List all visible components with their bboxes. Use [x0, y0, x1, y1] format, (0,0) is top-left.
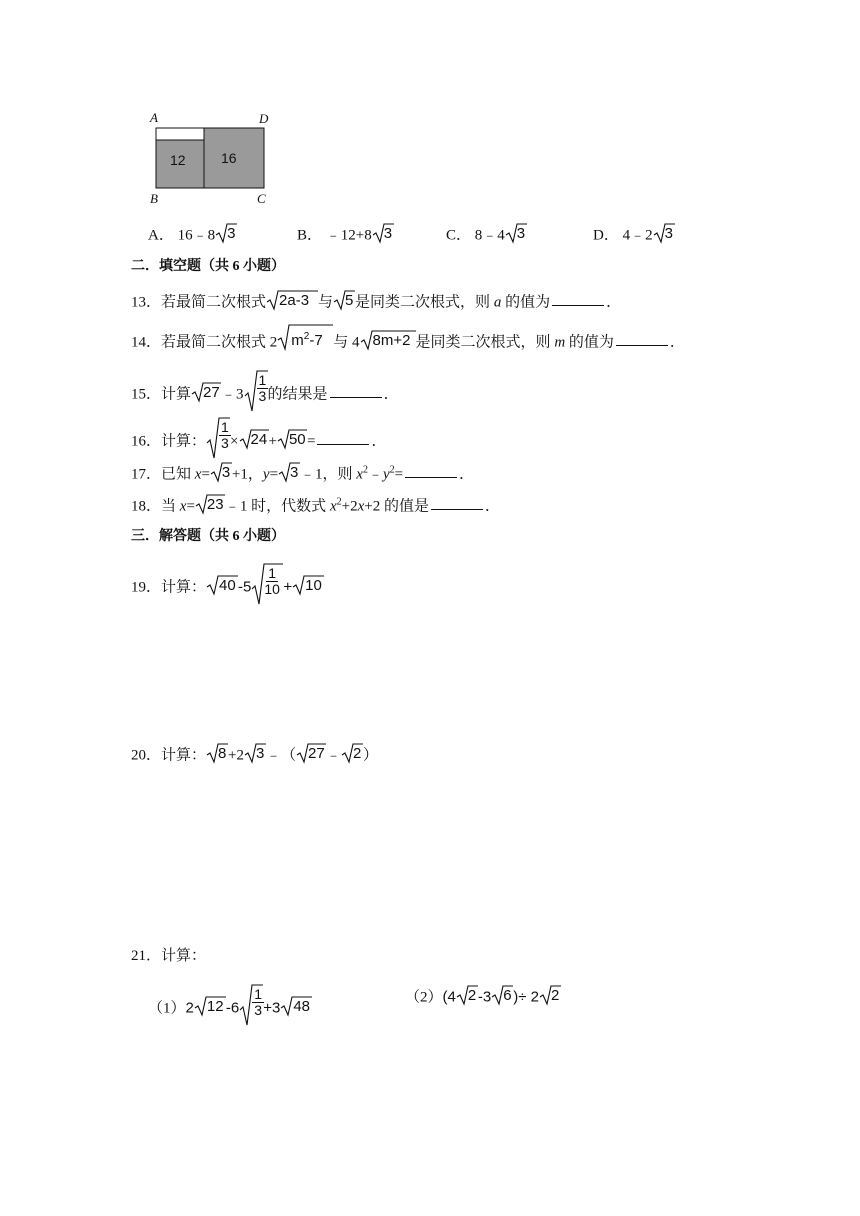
- q12-option-c[interactable]: C． 8﹣4 3: [446, 225, 526, 244]
- sqrt-icon: 3: [278, 462, 300, 482]
- question-20: 20．计算： 8 +2 3 ﹣（ 27 ﹣ 2 ）: [131, 745, 379, 764]
- white-strip: [156, 128, 204, 140]
- label-c: C: [257, 191, 266, 206]
- label-d: D: [259, 111, 269, 126]
- sqrt-icon: 2: [456, 985, 478, 1005]
- question-21: 21．计算：: [131, 948, 207, 964]
- answer-blank[interactable]: [431, 508, 483, 510]
- sqrt-icon: 3: [210, 462, 232, 482]
- sqrt-icon: 8m+2: [360, 330, 416, 350]
- question-21-part-1: （1）2 12 -6 $\frac{1}{3}$ +3 48: [148, 988, 312, 1030]
- sqrt-icon: 2a-3: [266, 290, 318, 310]
- sqrt-icon: 3: [244, 743, 266, 763]
- sqrt-icon: 3: [215, 223, 237, 243]
- answer-blank[interactable]: [317, 443, 369, 445]
- label-b: B: [150, 191, 158, 206]
- sqrt-icon: 2: [539, 985, 561, 1005]
- area-12: 12: [170, 152, 186, 168]
- label-a: A: [150, 110, 158, 125]
- sqrt-icon: 23: [195, 494, 225, 514]
- q12-option-d[interactable]: D． 4﹣2 3: [593, 225, 673, 244]
- section-solve-heading: 三．解答题（共 6 小题）: [131, 529, 285, 544]
- q12-option-a[interactable]: A． 16﹣8 3: [148, 225, 236, 244]
- sqrt-icon: 2: [341, 743, 363, 763]
- question-19: 19．计算： 40 -5 $\frac{1}{10}$ + 10: [131, 567, 324, 609]
- sqrt-icon: 3: [653, 223, 675, 243]
- q12-option-b[interactable]: B． ﹣12+8 3: [297, 225, 393, 244]
- section-fill-in-heading: 二．填空题（共 6 小题）: [131, 259, 285, 274]
- area-16: 16: [221, 150, 237, 166]
- sqrt-icon: 50: [277, 429, 307, 449]
- question-18: 18．当 x= 23 ﹣1 时，代数式 $x^2+2x+2$ 的值是 ．: [131, 496, 500, 515]
- question-13: 13．若最简二次根式 2a-3 与 5 是同类二次根式，则 a 的值为 ．: [131, 292, 622, 311]
- question-15: 15．计算 27 ﹣3 $\frac{1}{3}$ 的结果是 ．: [131, 374, 399, 416]
- question-17: 17．已知 x= 3 +1，y= 3 ﹣1，则 $x^2﹣y^2=$ ．: [131, 464, 475, 483]
- sqrt-icon: 6: [491, 985, 513, 1005]
- sqrt-icon: 10: [292, 575, 324, 595]
- sqrt-icon: $\frac{1}{10}$: [251, 563, 283, 605]
- sqrt-icon: 5: [333, 290, 355, 310]
- sqrt-icon: 8: [206, 743, 228, 763]
- answer-blank[interactable]: [616, 344, 668, 346]
- sqrt-icon: 3: [505, 223, 527, 243]
- sqrt-icon: $\frac{1}{3}$: [206, 417, 230, 459]
- answer-blank[interactable]: [330, 396, 382, 398]
- answer-blank[interactable]: [405, 476, 457, 478]
- answer-blank[interactable]: [552, 304, 604, 306]
- geometry-figure: [146, 110, 276, 210]
- question-21-part-2: （2）(4 2 -3 6 )÷ 2 2: [405, 987, 560, 1006]
- sqrt-icon: 27: [296, 743, 326, 763]
- sqrt-icon: $\frac{1}{3}$: [244, 370, 268, 412]
- sqrt-icon: $\frac{1}{3}$: [239, 984, 263, 1026]
- sqrt-icon: 27: [191, 382, 221, 402]
- sqrt-icon: $m^2-7$: [277, 324, 333, 350]
- sqrt-icon: 40: [206, 575, 238, 595]
- sqrt-icon: 3: [372, 223, 394, 243]
- sqrt-icon: 12: [194, 996, 226, 1016]
- question-16: 16．计算： $\frac{1}{3}$ × 24 + 50 = ．: [131, 421, 386, 463]
- sqrt-icon: 48: [280, 996, 312, 1016]
- question-14: 14．若最简二次根式 2 $m^2-7$ 与 4 8m+2 是同类二次根式，则 m 的值为 ．: [131, 330, 685, 356]
- sqrt-icon: 24: [239, 429, 269, 449]
